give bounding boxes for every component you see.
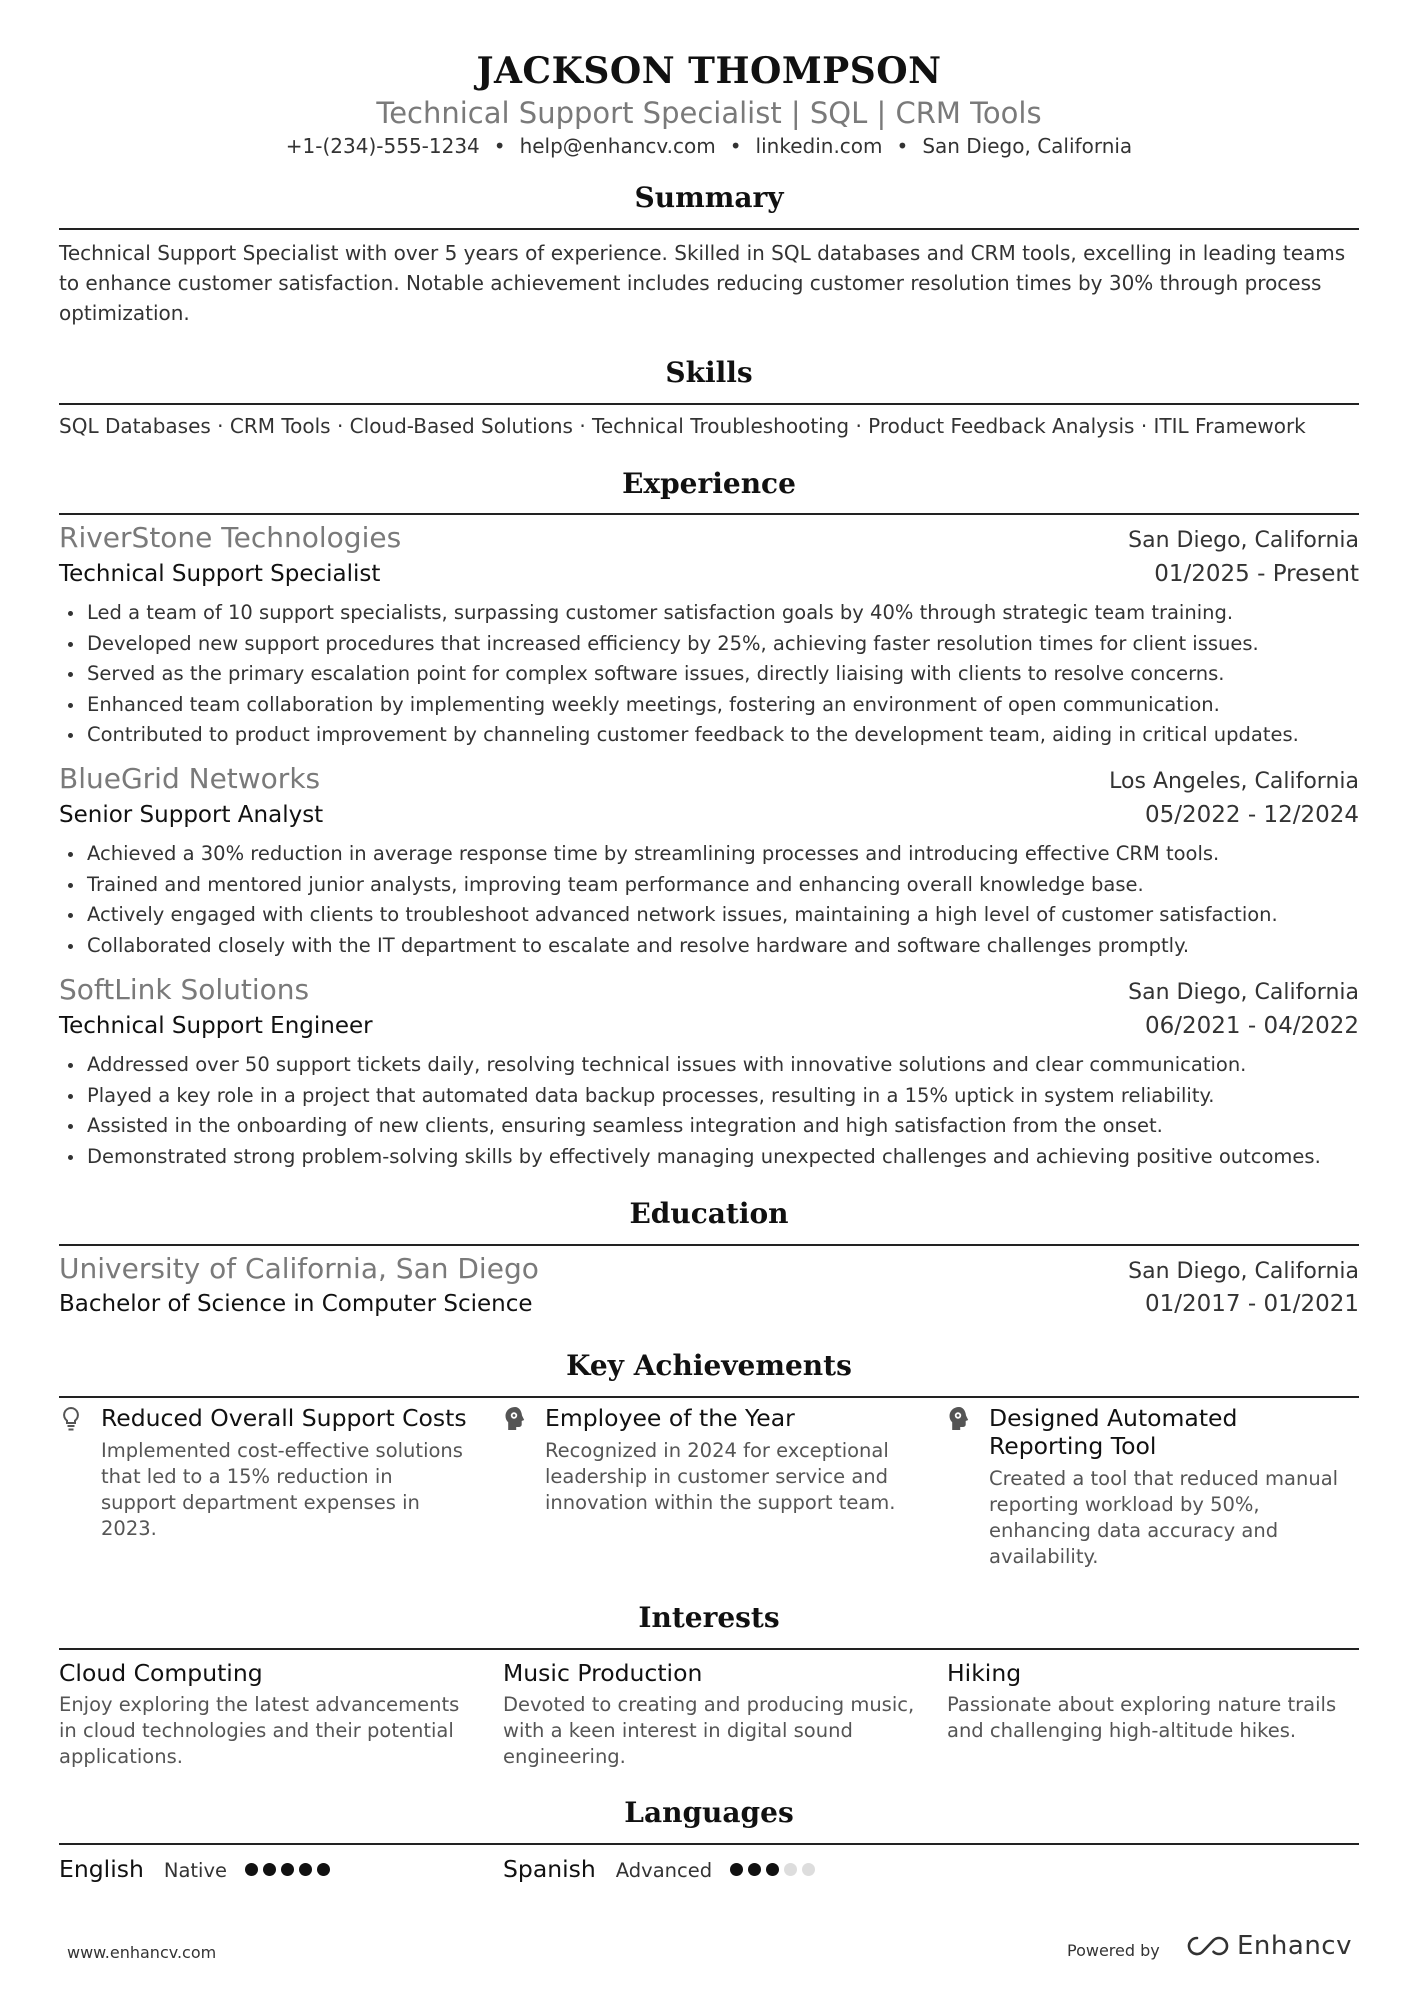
enhancv-logo[interactable] (1185, 1931, 1352, 1961)
list-item: Led a team of 10 support specialists, surpassing customer satisfaction goals by 40% through strategic team training. (59, 598, 1359, 629)
rating-dot-filled (299, 1863, 312, 1876)
job-title: Technical Support Engineer (59, 1013, 373, 1039)
job-dates: 01/2025 - Present (1154, 561, 1359, 587)
interest-title: Music Production (503, 1659, 703, 1687)
job-location: San Diego, California (1128, 980, 1359, 1005)
company-name: BlueGrid Networks (59, 762, 321, 795)
achievement-title: Designed Automated Reporting Tool (989, 1404, 1238, 1460)
job-header (59, 973, 1359, 1006)
section-divider (59, 1648, 1359, 1650)
list-item: Achieved a 30% reduction in average response time by streamlining processes and introducing effective CRM tools. (59, 839, 1359, 870)
language-name: Spanish (503, 1855, 596, 1883)
section-divider (59, 1396, 1359, 1398)
job-dates: 05/2022 - 12/2024 (1144, 802, 1359, 828)
language-level: Advanced (615, 1859, 713, 1882)
job-bullets (59, 839, 1359, 961)
rating-dot-filled (281, 1863, 294, 1876)
achievement-item (503, 1404, 913, 1516)
candidate-name: JACKSON THOMPSON (476, 50, 942, 92)
rating-dot-filled (245, 1863, 258, 1876)
section-divider (59, 1244, 1359, 1246)
list-item: Trained and mentored junior analysts, improving team performance and enhancing overall knowledge base. (59, 870, 1359, 901)
school-location: San Diego, California (1128, 1259, 1359, 1284)
job-bullets (59, 598, 1359, 751)
rating-dot-empty (802, 1863, 815, 1876)
list-item: Developed new support procedures that increased efficiency by 25%, achieving faster resolution times for client issues. (59, 629, 1359, 660)
list-item: Actively engaged with clients to troubleshoot advanced network issues, maintaining a high level of customer satisfaction. (59, 900, 1359, 931)
phone-number[interactable]: +1-(234)-555-1234 (285, 134, 480, 158)
job-dates: 06/2021 - 04/2022 (1144, 1013, 1359, 1039)
interest-item (59, 1658, 479, 1770)
section-divider (59, 403, 1359, 405)
language-item (59, 1855, 330, 1883)
language-name: English (59, 1855, 144, 1883)
education-subheader (59, 1291, 1359, 1317)
section-divider (59, 513, 1359, 515)
contact-line (59, 134, 1359, 158)
lightbulb-icon (59, 1406, 83, 1432)
interest-desc: Passionate about exploring nature trails and challenging high-altitude hikes. (947, 1693, 1337, 1742)
enhancv-wordmark: Enhancv (1237, 1931, 1352, 1961)
interest-title: Hiking (947, 1659, 1022, 1687)
list-item: Addressed over 50 support tickets daily, resolving technical issues with innovative solutions and clear communication. (59, 1050, 1359, 1081)
rating-dot-empty (784, 1863, 797, 1876)
section-title-interests: Interests (638, 1601, 780, 1634)
separator-dot: • (729, 134, 742, 158)
summary-text: Technical Support Specialist with over 5 years of experience. Skilled in SQL databases and CRM tools, excelling in leading teams to enhance customer satisfaction. Notable achievement includes reducing customer resolution times by 30% through process optimization. (59, 241, 1346, 325)
footer-powered-by: Powered by (1067, 1941, 1160, 1960)
job-subheader (59, 802, 1359, 828)
section-divider (59, 228, 1359, 230)
company-name: RiverStone Technologies (59, 521, 402, 554)
location-text: San Diego, California (922, 134, 1133, 158)
list-item: Demonstrated strong problem-solving skills by effectively managing unexpected challenges and achieving positive outcomes. (59, 1142, 1359, 1173)
company-name: SoftLink Solutions (59, 973, 310, 1006)
linkedin-link[interactable]: linkedin.com (755, 134, 883, 158)
achievement-item (947, 1404, 1357, 1570)
rating-dot-filled (748, 1863, 761, 1876)
list-item: Contributed to product improvement by channeling customer feedback to the development team, aiding in critical updates. (59, 720, 1359, 751)
section-title-experience: Experience (622, 467, 796, 500)
language-rating (730, 1863, 815, 1876)
section-title-languages: Languages (624, 1796, 794, 1829)
job-title: Technical Support Specialist (59, 561, 381, 587)
job-location: Los Angeles, California (1109, 769, 1359, 794)
interest-desc: Enjoy exploring the latest advancements in cloud technologies and their potential applications. (59, 1693, 460, 1768)
section-title-summary: Summary (634, 181, 784, 214)
list-item: Enhanced team collaboration by implementing weekly meetings, fostering an environment of open communication. (59, 690, 1359, 721)
language-item (503, 1855, 815, 1883)
school-name: University of California, San Diego (59, 1252, 539, 1285)
achievement-desc: Recognized in 2024 for exceptional leadership in customer service and innovation within the support team. (545, 1439, 896, 1514)
interest-item (947, 1658, 1367, 1744)
job-title: Senior Support Analyst (59, 802, 324, 828)
enhancv-logo-icon (1185, 1934, 1231, 1958)
section-title-achievements: Key Achievements (566, 1349, 852, 1382)
section-divider (59, 1843, 1359, 1845)
achievement-desc: Created a tool that reduced manual reporting workload by 50%, enhancing data accuracy and availability. (989, 1467, 1339, 1568)
job-header (59, 521, 1359, 554)
rating-dot-filled (766, 1863, 779, 1876)
list-item: Assisted in the onboarding of new clients, ensuring seamless integration and high satisfaction from the onset. (59, 1111, 1359, 1142)
rating-dot-filled (263, 1863, 276, 1876)
job-bullets (59, 1050, 1359, 1172)
achievement-title: Reduced Overall Support Costs (101, 1404, 467, 1432)
rating-dot-filled (730, 1863, 743, 1876)
list-item: Served as the primary escalation point for complex software issues, directly liaising with clients to resolve concerns. (59, 659, 1359, 690)
separator-dot: • (493, 134, 506, 158)
interest-desc: Devoted to creating and producing music, with a keen interest in digital sound engineering. (503, 1693, 915, 1768)
candidate-headline: Technical Support Specialist | SQL | CRM Tools (376, 96, 1042, 130)
email-link[interactable]: help@enhancv.com (519, 134, 716, 158)
separator-dot: • (896, 134, 909, 158)
interest-title: Cloud Computing (59, 1659, 263, 1687)
language-rating (245, 1863, 330, 1876)
job-header (59, 762, 1359, 795)
education-dates: 01/2017 - 01/2021 (1144, 1291, 1359, 1317)
achievement-item (59, 1404, 469, 1542)
skills-list: SQL Databases · CRM Tools · Cloud-Based Solutions · Technical Troubleshooting · Product Feedback Analysis · ITIL Framework (59, 414, 1306, 438)
head-gears-icon (947, 1406, 971, 1432)
achievement-title: Employee of the Year (545, 1404, 795, 1432)
head-gears-icon (503, 1406, 527, 1432)
list-item: Played a key role in a project that automated data backup processes, resulting in a 15% uptick in system reliability. (59, 1081, 1359, 1112)
rating-dot-filled (317, 1863, 330, 1876)
job-location: San Diego, California (1128, 528, 1359, 553)
job-subheader (59, 561, 1359, 587)
job-subheader (59, 1013, 1359, 1039)
degree: Bachelor of Science in Computer Science (59, 1291, 533, 1317)
interest-item (503, 1658, 923, 1770)
education-header (59, 1252, 1359, 1285)
footer-website-link[interactable]: www.enhancv.com (67, 1943, 217, 1962)
list-item: Collaborated closely with the IT department to escalate and resolve hardware and software challenges promptly. (59, 931, 1359, 962)
achievement-desc: Implemented cost-effective solutions that led to a 15% reduction in support department expenses in 2023. (101, 1439, 463, 1540)
language-level: Native (163, 1859, 227, 1882)
section-title-skills: Skills (665, 356, 753, 389)
section-title-education: Education (629, 1197, 789, 1230)
